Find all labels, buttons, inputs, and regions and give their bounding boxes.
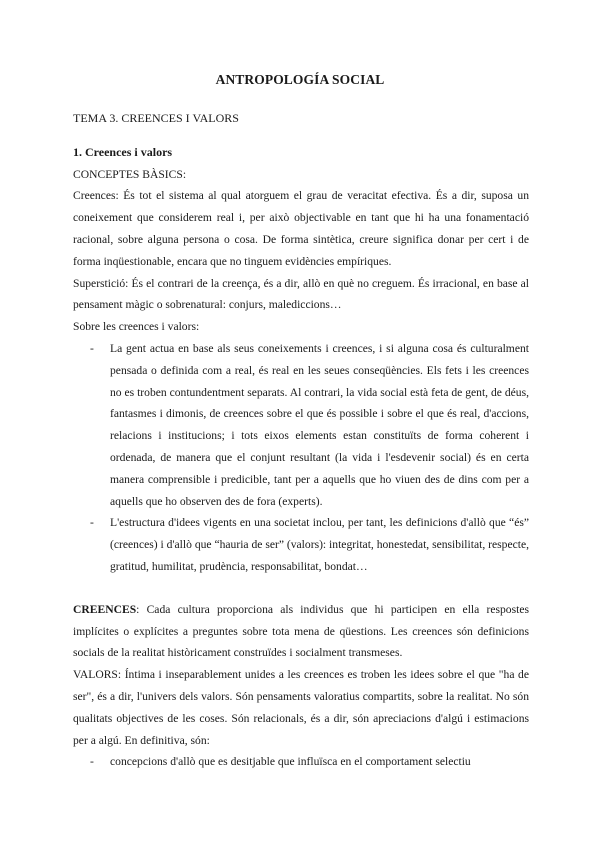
list-item: - concepcions d'allò que es desitjable que influïsca en el comportament selectiu bbox=[73, 751, 529, 773]
document-title: ANTROPOLOGÍA SOCIAL bbox=[215, 72, 385, 87]
creences-label: CREENCES bbox=[73, 602, 137, 616]
list-item: - L'estructura d'idees vigents en una societat inclou, per tant, les definicions d'allò que “és” (creences) i d'allò que “hauria de ser” (valors): integritat, honestedat, sensibilitat, respecte, gratitud, humilitat, prudència, responsabilitat, bondat… bbox=[73, 512, 529, 577]
topic-heading: TEMA 3. CREENCES I VALORS bbox=[73, 111, 239, 125]
creences-text: : Cada cultura proporciona als individus que hi participen en ella respostes implícites o explícites a preguntes sobre tota mena de qüestions. Les creences són definicions socials de la realitat històricament construïdes i socialment transmeses. bbox=[73, 602, 529, 660]
list-item: - La gent actua en base als seus coneixements i creences, i si alguna cosa és culturalment pensada o definida com a real, és real en les seues conseqüències. Els fets i les creences no es troben contundentment separats. Al contrari, la vida social està feta de gent, de déus, fantasmes i dimonis, de creences sobre el que és possible i sobre el que és real, d'accions, relacions i institucions; i tots eixos elements estan constituïts de forma coherent i ordenada, de manera que el conjunt resultant (la vida i l'esdevenir social) és en certa manera comprensible i predicible, tant per a aquells que ho viuen des de dins com per a aquells que ho observen des de fora (experts). bbox=[73, 338, 529, 512]
section-heading: 1. Creences i valors bbox=[73, 144, 173, 159]
paragraph-creences: Creences: És tot el sistema al qual atorguem el grau de veracitat efectiva. És a dir, suposa un coneixement que considerem real i, per això objectivable en tant que hi ha una fonamentació racional, sobre alguna persona o cosa. De forma sintètica, creure significa donar per cert i de forma inqüestionable, encara que no tinguem evidències empíriques. bbox=[73, 189, 529, 268]
paragraph-gap bbox=[73, 578, 529, 599]
subheading: CONCEPTES BÀSICS: bbox=[73, 167, 187, 181]
dash-list-1 bbox=[73, 338, 529, 578]
paragraph-sobre: Sobre les creences i valors: bbox=[73, 320, 200, 334]
document-body bbox=[73, 108, 529, 773]
paragraph-creences-definition bbox=[73, 599, 529, 664]
paragraph-supersticio: Superstició: És el contrari de la creença, és a dir, allò en què no creguem. És irracional, en base al pensament màgic o sobrenatural: conjurs, malediccions… bbox=[73, 276, 529, 312]
paragraph-valors: VALORS: Íntima i inseparablement unides a les creences es troben les idees sobre el que "ha de ser", és a dir, l'univers dels valors. Són pensaments valoratius compartits, sobre la realitat. No són qualitats objectives de les coses. Són relacionals, és a dir, són apreciacions d'algú i estimacions per a algú. En definitiva, són: bbox=[73, 668, 529, 747]
dash-list-2 bbox=[73, 751, 529, 773]
